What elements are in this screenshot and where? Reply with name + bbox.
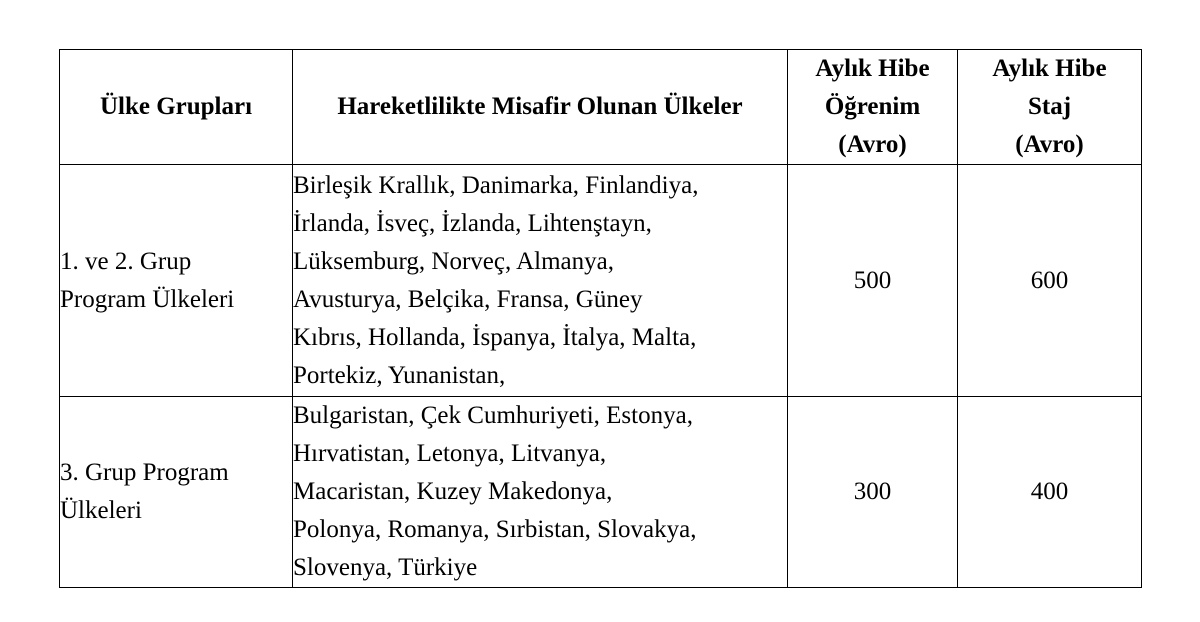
host-countries-line: Lüksemburg, Norveç, Almanya,	[293, 247, 614, 275]
table-row	[60, 165, 1142, 397]
host-countries-line: Bulgaristan, Çek Cumhuriyeti, Estonya,	[293, 402, 693, 429]
header-host-countries	[293, 50, 788, 165]
country-group-cell	[60, 397, 293, 588]
header-country-groups	[60, 50, 293, 165]
header-internship-line: Aylık Hibe	[992, 55, 1107, 82]
header-country-groups-text: Ülke Grupları	[99, 93, 253, 120]
host-countries-cell	[293, 165, 788, 397]
host-countries-line: Hırvatistan, Letonya, Litvanya,	[293, 440, 607, 467]
internship-grant-value: 400	[958, 397, 1142, 588]
country-group-line: 1. ve 2. Grup	[60, 247, 192, 275]
header-internship-line: Staj	[1027, 93, 1072, 120]
country-group-cell	[60, 165, 293, 397]
table-header-row	[60, 50, 1142, 165]
country-group-line: Ülkeleri	[60, 497, 142, 524]
country-group-line: 3. Grup Program	[60, 459, 229, 486]
host-countries-line: Polonya, Romanya, Sırbistan, Slovakya,	[293, 516, 697, 543]
learning-grant-value: 500	[788, 165, 958, 397]
learning-grant-value: 300	[788, 397, 958, 588]
grant-table	[59, 49, 1142, 588]
country-group-line: Program Ülkeleri	[60, 285, 235, 313]
header-learning-line: Aylık Hibe	[815, 55, 930, 82]
header-internship-line: (Avro)	[1015, 131, 1084, 158]
host-countries-line: Avusturya, Belçika, Fransa, Güney	[293, 285, 643, 313]
header-learning-line: Öğrenim	[824, 93, 921, 120]
table-row	[60, 397, 1142, 588]
host-countries-cell	[293, 397, 788, 588]
host-countries-line: Kıbrıs, Hollanda, İspanya, İtalya, Malta,	[293, 323, 697, 351]
host-countries-line: Macaristan, Kuzey Makedonya,	[293, 478, 613, 505]
host-countries-line: Slovenya, Türkiye	[293, 554, 478, 581]
header-host-countries-text: Hareketlilikte Misafir Olunan Ülkeler	[337, 93, 743, 120]
host-countries-line: İrlanda, İsveç, İzlanda, Lihtenştayn,	[293, 209, 652, 237]
header-monthly-grant-learning	[788, 50, 958, 165]
internship-grant-value: 600	[958, 165, 1142, 397]
header-monthly-grant-internship	[958, 50, 1142, 165]
host-countries-line: Birleşik Krallık, Danimarka, Finlandiya,	[293, 171, 699, 199]
header-learning-line: (Avro)	[838, 131, 907, 158]
host-countries-line: Portekiz, Yunanistan,	[293, 361, 506, 389]
